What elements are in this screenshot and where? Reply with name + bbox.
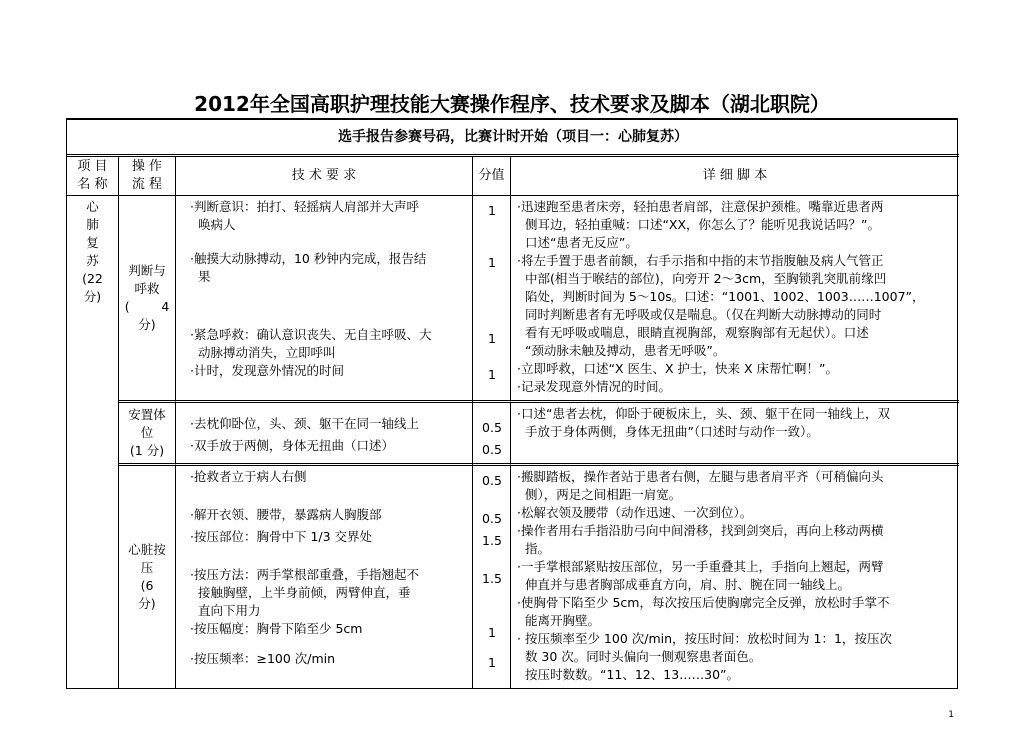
tech-requirement-line: ·去枕仰卧位，头、颈、躯干在同一轴线上 [190,416,419,431]
flow-label [119,466,176,688]
tech-item [176,468,510,490]
tech-requirement [176,415,473,437]
item-name-line: 复 [86,235,99,250]
tech-requirement-line: 接触胸壁，上半身前倾，两臂伸直，垂 [190,585,411,600]
tech-requirement [176,198,473,234]
header-item-line: 项 目 [77,159,108,174]
procedure-table [66,118,958,689]
script-line: ·一手掌根部紧贴按压部位，另一手重叠其上，手指向上翘起，两臂 [517,559,884,574]
tech-requirement-line: ·按压部位：胸骨中下 1/3 交界处 [190,529,373,544]
script-line: ·将左手置于患者前额，右手示指和中指的末节指腹触及病人气管正 [517,253,884,268]
script [511,196,959,403]
tech-item [176,326,510,362]
page-number: 1 [948,710,954,720]
score-value [473,198,511,234]
script-line: ·记录发现意外情况的时间。 [517,379,671,394]
tech-requirements [176,196,511,403]
score-value [473,620,511,642]
flow-label [119,196,176,403]
script-line: 同时判断患者有无呼吸或仅是喘息。（仅在判断大动脉搏动的同时 [517,307,882,322]
flow-label-line: 判断与 [128,263,166,278]
script-line: 中部(相当于喉结的部位)，向旁开 2～3cm，至胸锁乳突肌前缘凹 [517,271,887,286]
tech-item [176,506,510,528]
item-name-line: (22 [82,271,103,286]
score-value [473,566,511,620]
flow-label-line: 呼救 [134,281,160,296]
score-value-text: 0.5 [482,473,502,488]
tech-requirement-line: ·判断意识：拍打、轻摇病人肩部并大声呼 [190,199,419,214]
score-value [473,326,511,362]
score-value [473,415,511,437]
tech-requirement-line: 直向下用力 [190,603,261,618]
script-line: 口述“患者无反应”。 [517,235,638,250]
script-line: · 按压频率至少 100 次/min，按压时间：放松时间为 1：1，按压次 [517,631,892,646]
script-line: 侧耳边，轻拍重喊：口述“XX，你怎么了？能听见我说话吗？”。 [517,217,881,232]
script-line: 指。 [517,541,550,556]
script-line: 数 30 次。同时头偏向一侧观察患者面色。 [517,649,762,664]
script-line: ·松解衣领及腰带（动作迅速、一次到位）。 [517,505,753,520]
tech-item [176,198,510,234]
score-value [473,528,511,550]
flow-label-line: 心脏按 [128,542,166,557]
header-flow-line: 操 作 [131,159,163,174]
tech-item [176,250,510,286]
item-name-line: 分) [83,289,102,304]
script-line: 能离开胸壁。 [517,613,600,628]
tech-requirement-line: ·紧急呼救：确认意识丧失、无自主呼吸、大 [190,327,432,342]
tech-item [176,362,510,384]
flow-label-line: 分) [138,317,156,332]
tech-item [176,437,510,459]
tech-requirement [176,326,473,362]
score-value-text: 1 [488,203,496,218]
header-item [67,157,119,196]
tech-requirement [176,528,473,550]
score-value-text: 1 [488,655,496,670]
tech-requirement [176,506,473,528]
tech-requirements [176,403,511,466]
script-line: ·搬脚踏板，操作者站于患者右侧，左腿与患者肩平齐（可稍偏向头 [517,469,884,484]
score-value [473,650,511,672]
tech-item [176,415,510,437]
script [511,466,959,688]
script-line: 陷处，判断时间为 5～10s。口述：“1001、1002、1003……1007”， [517,289,925,304]
tech-requirement-line: ·按压幅度：胸骨下陷至少 5cm [190,621,363,636]
tech-item [176,620,510,642]
tech-requirements [176,466,511,688]
header-script [511,157,959,196]
item-name-line: 苏 [86,253,99,268]
item-name-line: 心 [86,199,99,214]
script-line: 伸直并与患者胸部成垂直方向，肩、肘、腕在同一轴线上。 [517,577,850,592]
header-script-label: 详 细 脚 本 [702,168,768,183]
script-line: ·操作者用右手指沿肋弓向中间滑移，找到剑突后，再向上移动两横 [517,523,884,538]
table-subtitle: 选手报告参赛号码，比赛计时开始（项目一：心肺复苏） [67,120,959,157]
script [511,403,959,466]
tech-requirement-line: ·按压频率：≥100 次/min [190,651,336,666]
header-score [473,157,511,196]
script-line: 手放于身体两侧，身体无扭曲”（口述时与动作一致）。 [517,424,819,439]
tech-requirement-line: ·解开衣领、腰带，暴露病人胸腹部 [190,507,382,522]
score-value-text: 1.5 [482,571,502,586]
header-item-line: 名 称 [77,177,108,192]
script-line: ·立即呼救，口述“X 医生、X 护士，快来 X 床帮忙啊！”。 [517,361,839,376]
header-flow-line: 流 程 [131,177,163,192]
flow-label-line: 分) [138,596,156,611]
flow-label-line: (6 [140,578,154,593]
header-flow [119,157,176,196]
flow-label-line: (1 分) [129,443,165,458]
tech-requirement [176,437,473,459]
script-line: ·迅速跑至患者床旁，轻拍患者肩部，注意保护颈椎。嘴靠近患者两 [517,199,884,214]
tech-item [176,528,510,550]
script-line: ·使胸骨下陷至少 5cm，每次按压后使胸廓完全反弹，放松时手掌不 [517,595,890,610]
tech-requirement-line: ·按压方法：两手掌根部重叠，手指翘起不 [190,567,419,582]
tech-requirement [176,650,473,672]
item-name [67,196,119,688]
tech-requirement [176,250,473,286]
document-title: 2012年全国高职护理技能大赛操作程序、技术要求及脚本（湖北职院） [194,92,830,116]
score-value-text: 0.5 [482,511,502,526]
script-line: 按压时数数。“11、12、13……30”。 [517,667,740,682]
flow-label-line: 压 [140,560,154,575]
score-value-text: 1 [488,331,496,346]
script-line: “颈动脉未触及搏动，患者无呼吸”。 [517,343,726,358]
score-value [473,437,511,459]
script-line: 看有无呼吸或喘息，眼睛直视胸部，观察胸部有无起伏）。口述 [517,325,869,340]
score-value-text: 1.5 [482,533,502,548]
score-value-text: 1 [488,367,496,382]
tech-requirement-line: 果 [190,269,211,284]
header-tech [176,157,473,196]
score-value-text: 0.5 [482,420,502,435]
tech-requirement-line: ·触摸大动脉搏动，10 秒钟内完成，报告结 [190,251,427,266]
header-tech-label: 技 术 要 求 [291,168,357,183]
tech-item [176,566,510,620]
tech-requirement-line: ·双手放于两侧，身体无扭曲（口述） [190,438,394,453]
score-value [473,250,511,286]
tech-requirement-line: ·计时，发现意外情况的时间 [190,363,344,378]
tech-requirement-line: 唤病人 [190,217,236,232]
item-name-line: 肺 [86,217,99,232]
script-line: 侧），两足之间相距一肩宽。 [517,487,682,502]
tech-requirement [176,620,473,642]
score-value-text: 1 [488,255,496,270]
tech-requirement [176,468,473,490]
score-value-text: 1 [488,625,496,640]
flow-label-line: 安置体 [128,407,166,422]
tech-requirement [176,362,473,384]
flow-label [119,403,176,466]
header-score-label: 分值 [478,168,505,183]
flow-label-line: 位 [140,425,154,440]
script-line: ·口述“患者去枕，仰卧于硬板床上，头、颈、躯干在同一轴线上，双 [517,406,890,421]
score-value-text: 0.5 [482,442,502,457]
tech-requirement [176,566,473,620]
score-value [473,506,511,528]
tech-item [176,650,510,672]
tech-requirement-line: ·抢救者立于病人右侧 [190,469,307,484]
score-value [473,362,511,384]
score-value [473,468,511,490]
tech-requirement-line: 动脉搏动消失，立即呼叫 [190,345,336,360]
flow-label-line: ( 4 [124,299,170,314]
